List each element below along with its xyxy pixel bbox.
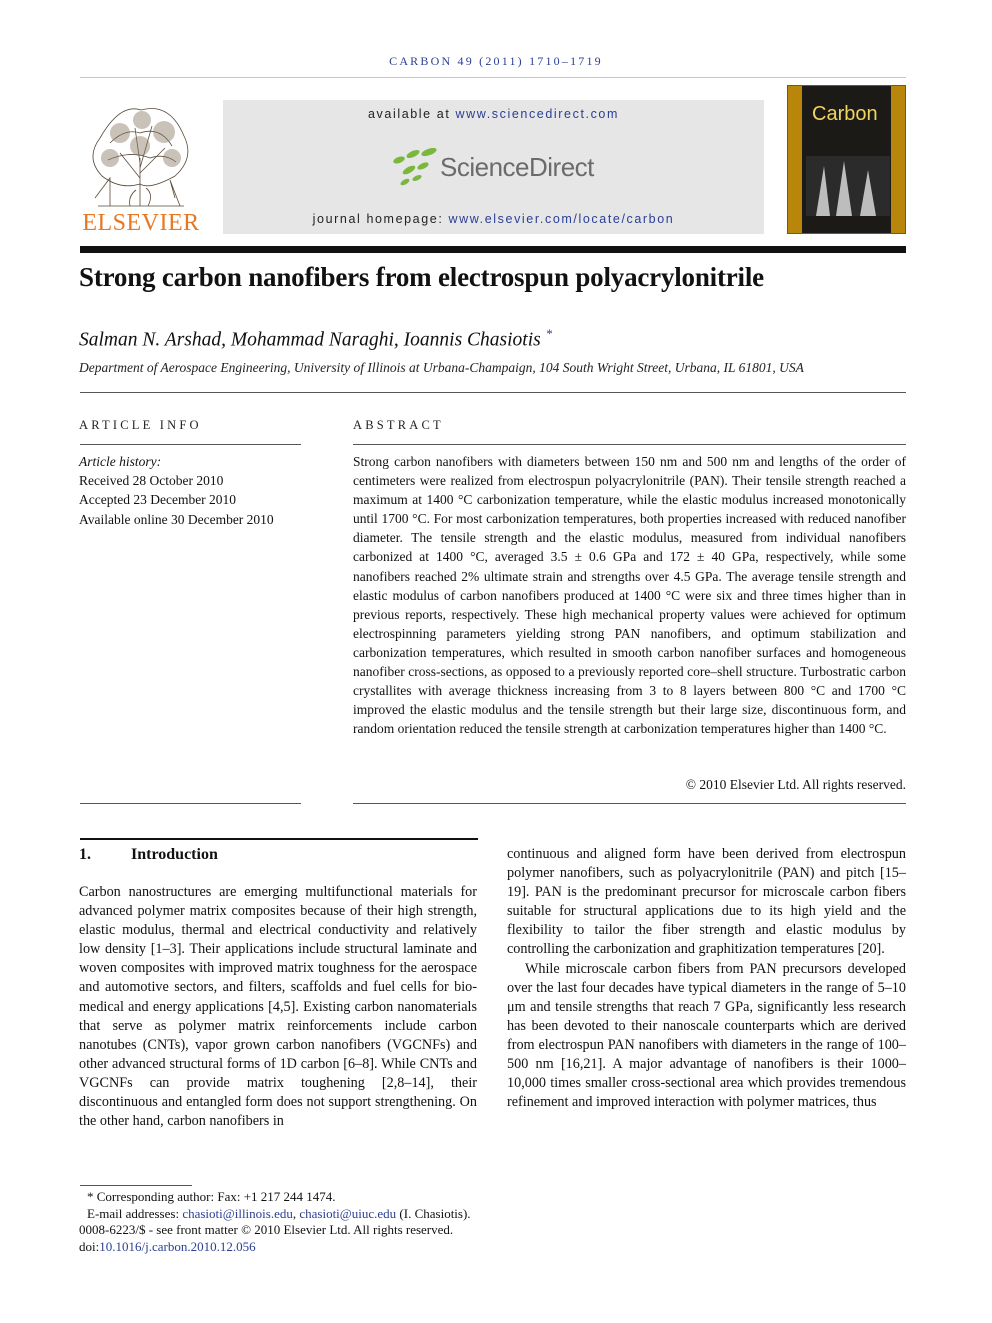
article-history: [79, 452, 309, 529]
email-label: E-mail addresses:: [87, 1205, 183, 1221]
doi-link[interactable]: 10.1016/j.carbon.2010.12.056: [99, 1239, 256, 1255]
doi-line: [79, 1239, 679, 1256]
body-paragraph: continuous and aligned form have been derived from electrospun polymer nanofibers, such as polyacrylonitrile (PAN) and pitch [15–19]. PAN is the predominant precursor for microscale carbon fibers suitable for structural applications due to its high yield and the flexibility to tailor the fiber strength and elastic modulus by controlling the carbonization and graphitization temperatures [20].: [507, 846, 906, 958]
author-list: [79, 326, 552, 352]
corresponding-author-mark[interactable]: *: [545, 326, 553, 341]
doi-label: doi:: [79, 1239, 100, 1255]
footnote-rule: [80, 1185, 192, 1186]
available-label: available at: [367, 107, 456, 121]
body-column-left: Carbon nanostructures are emerging multifunctional materials for advanced polymer matrix composites because of their high strength, elastic modulus, thermal and electrical conductivity and relatively low density [1–3]. Their applications include structural laminate and woven composites with improved matrix toughness for the aerospace and automotive sectors, and filters, scaffolds and fuel cells for bio-medical and energy applications [4,5]. Existing carbon nanomaterials that serve as polymer matrix reinforcements include carbon nanotubes (CNTs), vapor grown carbon nanofibers (VGCNFs) and other advanced structural forms of 1D carbon [6–8]. While CNTs and VGCNFs can provide matrix toughening [2,8–14], their discontinuous and entangled form does not support strengthening. On the other hand, carbon nanofibers in: [79, 884, 477, 1130]
history-label: Article history:: [79, 454, 162, 469]
abstract-heading: ABSTRACT: [353, 418, 444, 432]
cover-image: [806, 156, 890, 216]
homepage-label: journal homepage:: [312, 212, 449, 226]
body-column-right: [507, 845, 906, 1112]
online-date: Available online 30 December 2010: [79, 511, 274, 527]
email-suffix: (I. Chasiotis).: [396, 1205, 471, 1221]
publisher-name: ELSEVIER: [82, 210, 200, 236]
email-note: [79, 1206, 679, 1223]
abstract-text: Strong carbon nanofibers with diameters between 150 nm and 500 nm and lengths of the order of centimeters were realized from electrospun polyacrylonitrile (PAN). Their tensile strength reached a maximum at 1400 °C carbonization temperature, while the elastic modulus increased monotonically until 1700 °C. For most carbonization temperatures, both properties increased with reduced nanofiber diameter. The tensile strength and the elastic modulus, measured from individual nanofibers carbonized at 1400 °C, averaged 3.5 ± 0.6 GPa and 172 ± 40 GPa, respectively, while some nanofibers reached 2% ultimate strain and strengths over 4.5 GPa. The average tensile strength and elastic modulus of carbon nanofibers produced at 1400 °C were six and three times higher than in previous reports, respectively. These high mechanical property values were achieved for optimum electrospinning parameters yielding strong PAN nanofibers, and optimum stabilization and carbonization temperatures, which resulted in smooth carbon nanofiber surfaces and homogeneous nanofiber cross-sections, as opposed to a previously reported core–shell structure. Turbostratic carbon crystallites with average thickness increasing from 3 to 8 layers between 800 °C and 1700 °C improved the elastic modulus and the tensile strength but their large size, discontinuous form, and random orientation reduced the tensile strength at carbonization temperatures higher than 1400 °C.: [353, 454, 906, 737]
article-info-bottom-rule: [80, 803, 301, 804]
footnotes: [79, 1189, 679, 1256]
issn-line: 0008-6223/$ - see front matter © 2010 Elsevier Ltd. All rights reserved.: [79, 1222, 454, 1238]
sciencedirect-logo-text: ScienceDirect: [440, 152, 594, 182]
affiliation-rule: [80, 392, 906, 393]
received-date: Received 28 October 2010: [79, 473, 224, 489]
authors: Salman N. Arshad, Mohammad Naraghi, Ioannis Chasiotis: [79, 329, 541, 351]
available-at-line: [223, 107, 764, 121]
title-rule: [80, 246, 906, 253]
section-title: Introduction: [131, 846, 218, 863]
intro-rule: [80, 838, 478, 840]
journal-homepage-link[interactable]: www.elsevier.com/locate/carbon: [448, 212, 675, 226]
corresponding-author-note: * Corresponding author: Fax: +1 217 244 1474.: [87, 1189, 336, 1204]
journal-homepage-line: [223, 212, 764, 226]
running-head: CARBON 49 (2011) 1710–1719: [389, 54, 603, 68]
sciencedirect-link[interactable]: www.sciencedirect.com: [455, 107, 620, 121]
abstract-rule: [353, 444, 906, 445]
article-title: Strong carbon nanofibers from electrospun polyacrylonitrile: [79, 262, 764, 292]
cover-title: Carbon: [812, 103, 878, 125]
abstract-copyright: © 2010 Elsevier Ltd. All rights reserved.: [685, 777, 906, 792]
article-info-heading: ARTICLE INFO: [79, 418, 202, 432]
email-link-2[interactable]: chasioti@uiuc.edu: [299, 1205, 397, 1221]
journal-cover: [787, 85, 906, 234]
affiliation: Department of Aerospace Engineering, University of Illinois at Urbana-Champaign, 104 South Wright Street, Urbana, IL 61801, USA: [79, 360, 804, 375]
body-paragraph: While microscale carbon fibers from PAN precursors developed over the last four decades have typical diameters in the range of 5–10 μm and tensile strengths that reach 7 GPa, significantly less research has been devoted to their nanoscale counterparts which are derived from electrospun PAN nanofibers with diameters in the range of 100–500 nm [16,21]. A major advantage of nanofibers is their 1000–10,000 times smaller cross-sectional area which provides tremendous refinement and improved interaction with polymer matrices, thus: [507, 960, 906, 1111]
abstract-bottom-rule: [353, 803, 906, 804]
email-link-1[interactable]: chasioti@illinois.edu: [182, 1205, 293, 1221]
section-heading-introduction: [79, 846, 218, 864]
article-info-rule: [80, 444, 301, 445]
email-separator: ,: [292, 1205, 300, 1221]
section-number: 1.: [79, 846, 91, 863]
accepted-date: Accepted 23 December 2010: [79, 492, 237, 508]
header-rule: [80, 77, 906, 78]
